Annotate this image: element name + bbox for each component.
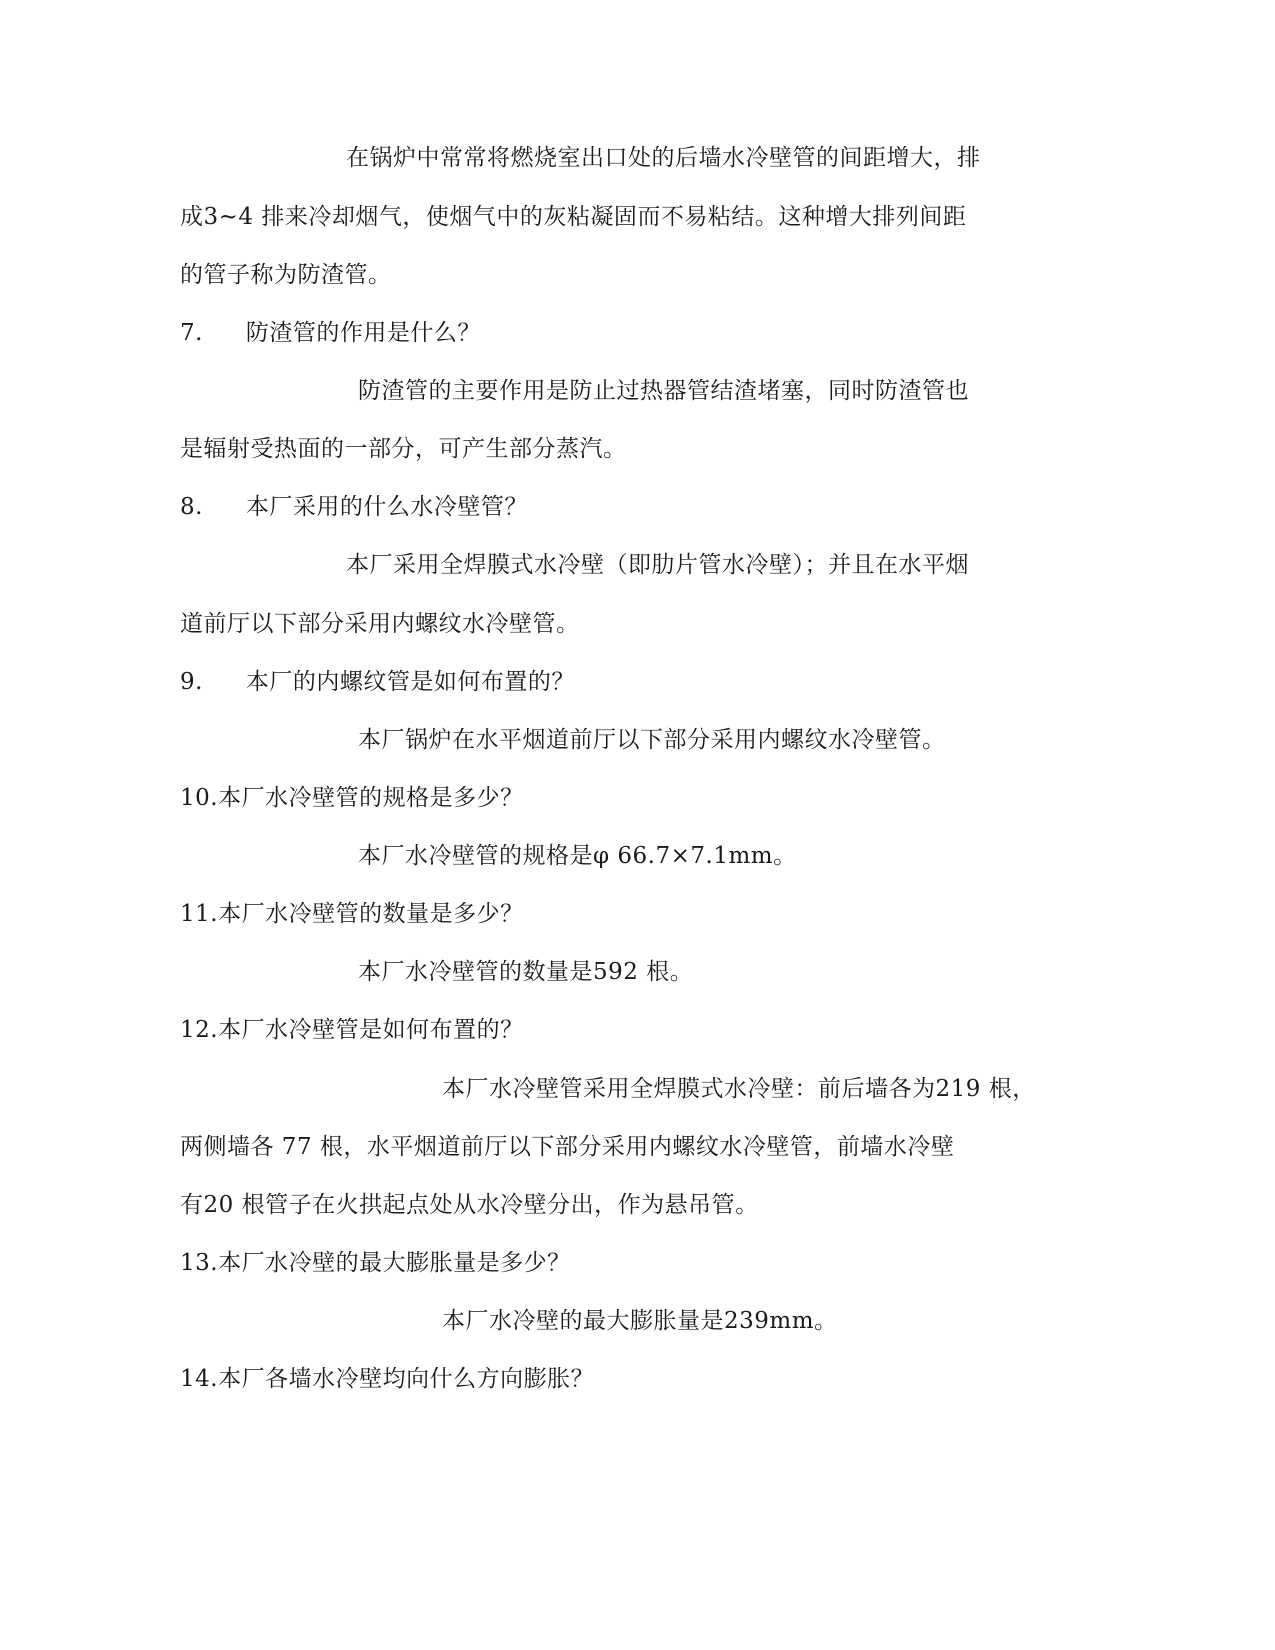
question-text: 本厂采用的什么水冷壁管？ — [245, 494, 528, 520]
question-9 — [180, 667, 575, 697]
answer-line: 有20 根管子在火拱起点处从水冷壁分出，作为悬吊管。 — [180, 1192, 759, 1218]
question-number: 8. — [180, 494, 203, 520]
answer-line: 的管子称为防渣管。 — [180, 262, 392, 288]
answer-line: 本厂水冷壁管的规格是φ 66.7×7.1mm。 — [358, 843, 797, 869]
question-14: 14.本厂各墙水冷壁均向什么方向膨胀？ — [180, 1366, 595, 1392]
question-12: 12.本厂水冷壁管是如何布置的？ — [180, 1017, 524, 1043]
answer-line: 本厂水冷壁管采用全焊膜式水冷壁：前后墙各为219 根， — [442, 1076, 1036, 1102]
question-7 — [180, 318, 481, 348]
answer-line: 两侧墙各 77 根，水平烟道前厅以下部分采用内螺纹水冷壁管，前墙水冷壁 — [180, 1134, 955, 1160]
question-10: 10.本厂水冷壁管的规格是多少？ — [180, 785, 524, 811]
question-number: 7. — [180, 320, 203, 346]
answer-line: 本厂锅炉在水平烟道前厅以下部分采用内螺纹水冷壁管。 — [358, 727, 946, 753]
answer-line: 本厂采用全焊膜式水冷壁（即肋片管水冷壁）；并且在水平烟 — [346, 552, 969, 578]
answer-line: 本厂水冷壁的最大膨胀量是239mm。 — [442, 1308, 838, 1334]
answer-line: 成3~4 排来冷却烟气，使烟气中的灰粘凝固而不易粘结。这种增大排列间距 — [180, 204, 967, 230]
answer-line: 本厂水冷壁管的数量是592 根。 — [358, 959, 694, 985]
answer-line: 道前厅以下部分采用内螺纹水冷壁管。 — [180, 611, 580, 637]
answer-line: 是辐射受热面的一部分，可产生部分蒸汽。 — [180, 436, 627, 462]
question-11: 11.本厂水冷壁管的数量是多少？ — [180, 901, 524, 927]
question-13: 13.本厂水冷壁的最大膨胀量是多少？ — [180, 1250, 571, 1276]
answer-line: 防渣管的主要作用是防止过热器管结渣堵塞，同时防渣管也 — [358, 378, 969, 404]
question-8 — [180, 492, 528, 522]
question-text: 防渣管的作用是什么？ — [245, 320, 481, 346]
question-number: 9. — [180, 669, 203, 695]
answer-line: 在锅炉中常常将燃烧室出口处的后墙水冷壁管的间距增大，排 — [346, 145, 981, 171]
question-text: 本厂的内螺纹管是如何布置的？ — [245, 669, 575, 695]
